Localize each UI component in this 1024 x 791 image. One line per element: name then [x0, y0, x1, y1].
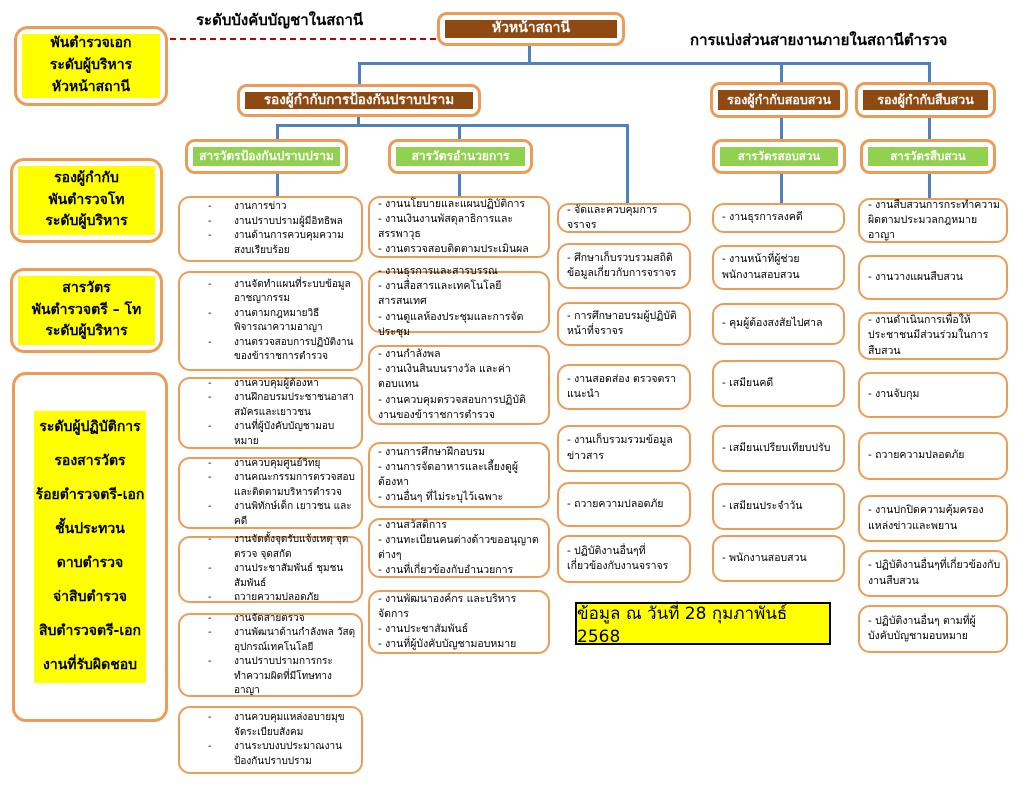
dashed-connector — [170, 38, 436, 40]
connector-deputy1-bar — [276, 124, 629, 127]
task-item: - งานควบคุมตรวจสอบการปฏิบัติงานของข้าราชการตำรวจ — [378, 393, 526, 421]
head-of-station-label: หัวหน้าสถานี — [445, 20, 617, 38]
task-item: - งานพิทักษ์เด็ก เยาวชน และคดี — [208, 501, 352, 527]
connector-drop-deputy1 — [358, 62, 361, 86]
task-box-prevention-suppression-tasks-3 — [178, 377, 363, 449]
task-item: - งานปราบปรามการกระทำความผิดที่มีโทษทางอาญา — [208, 656, 333, 696]
task-box-prevention-suppression-tasks-7 — [178, 706, 363, 774]
task-box-interrogation-tasks-4 — [712, 360, 845, 407]
task-item: - งานพัฒนาองค์กร และบริหารจัดการ — [378, 592, 517, 620]
rank-legend-box-superintendent — [14, 26, 168, 106]
connector-drop-traffic — [626, 124, 629, 205]
task-box-interrogation-tasks-1 — [712, 203, 845, 233]
task-item: - งานจัดทำแผนที่ระบบข้อมูลอาชญากรรม — [208, 278, 351, 304]
task-item: - คุมผู้ต้องสงสัยไปศาล — [722, 317, 823, 330]
task-item: - ปฏิบัติงานอื่นๆ ตามที่ผู้บังคับบัญชามอบหมาย — [868, 614, 976, 642]
task-item: - งานเงินสินบนรางวัล และค่าตอบแทน — [378, 363, 511, 391]
inspector-administration-box — [388, 139, 533, 174]
task-item: - ปฏิบัติงานอื่นๆที่เกี่ยวข้องกับงานสืบสวน — [868, 559, 1001, 587]
task-item: - งานการจัดอาหารและเลี้ยงดูผู้ต้องหา — [378, 460, 518, 488]
connector-inspector3-tasks — [780, 172, 783, 205]
task-box-traffic-tasks-7 — [557, 535, 691, 583]
task-item: - เสมียนเปรียบเทียบปรับ — [722, 441, 831, 454]
task-box-administration-tasks-3 — [368, 345, 550, 425]
task-box-administration-tasks-6 — [368, 590, 550, 654]
deputy-interrogation-label: รองผู้กำกับสอบสวน — [718, 90, 840, 110]
deputy-investigation-label: รองผู้กำกับสืบสวน — [863, 90, 988, 110]
task-item: - งานปกปิดความคุ้มครองแหล่งข่าวและพยาน — [868, 504, 984, 532]
rank-legend-line: สารวัตร — [62, 279, 111, 296]
task-item: - งานกำลังพล — [378, 347, 441, 360]
task-box-interrogation-tasks-5 — [712, 425, 845, 472]
deputy-interrogation-box — [710, 82, 848, 118]
task-item: - งานพัฒนาด้านกำลังพล วัสดุอุปกรณ์เทคโนโลยี — [208, 627, 356, 653]
task-box-investigation-tasks-7 — [858, 550, 1008, 597]
task-box-investigation-tasks-1 — [858, 198, 1008, 243]
rank-legend-line: รองผู้กำกับ — [54, 169, 119, 186]
task-item: - งานสอดส่อง ตรวจตรา แนะนำ — [567, 372, 676, 400]
rank-legend-box-inspector — [10, 268, 163, 353]
task-item: - เสมียนคดี — [722, 376, 774, 389]
task-item: - งานอื่นๆ ที่ไม่ระบุไว้เฉพาะ — [378, 491, 504, 504]
task-box-traffic-tasks-5 — [557, 425, 691, 472]
rank-legend-text — [34, 411, 146, 683]
task-item: - งานหน้าที่ผู้ช่วยพนักงานสอบสวน — [722, 253, 800, 281]
connector-drop-deputy3 — [928, 62, 931, 84]
date-note: ข้อมูล ณ วันที่ 28 กุมภาพันธ์ 2568 — [575, 602, 831, 645]
inspector-prevention-box — [185, 139, 348, 174]
task-item: - งานควบคุมแหล่งอบายมุขจัดระเบียบสังคม — [208, 712, 345, 738]
task-box-investigation-tasks-5 — [858, 432, 1008, 480]
task-item: - ถวายความปลอดภัย — [868, 449, 965, 462]
rank-legend-line: จ่าสิบตำรวจ — [52, 589, 128, 606]
deputy-investigation-box — [855, 82, 996, 118]
task-item: - งานสวัสดิการ — [378, 518, 447, 531]
rank-legend-line: รองสารวัตร — [54, 453, 126, 470]
rank-legend-line: งานที่รับผิดชอบ — [43, 657, 137, 674]
connector-drop-deputy2 — [780, 62, 783, 84]
task-box-investigation-tasks-2 — [858, 255, 1008, 300]
task-item: - งานดำเนินการเพื่อให้ประชาชนมีส่วนร่วมในการสืบสวน — [868, 314, 989, 357]
inspector-interrogation-label: สารวัตรสอบสวน — [720, 147, 838, 166]
task-item: - งานประชาสัมพันธ์ — [378, 623, 469, 635]
task-item: - งานจัดสายตรวจ — [208, 612, 305, 624]
task-item: - ปฏิบัติงานอื่นๆที่เกี่ยวข้องกับงานจราจร — [567, 544, 669, 572]
task-item: - งานระบบงบประมาณงานป้องกันปราบปราม — [208, 741, 342, 767]
task-item: - งานจัดตั้งจุดรับแจ้งเหตุ จุดตรวจ จุดสกัด — [208, 534, 349, 560]
task-box-prevention-suppression-tasks-6 — [178, 613, 363, 697]
task-item: - งานตรวจสอบการปฏิบัติงานของข้าราชการตำรวจ — [208, 336, 354, 362]
rank-legend-line: ร้อยตำรวจตรี-เอก — [35, 487, 145, 504]
task-box-prevention-suppression-tasks-4 — [178, 457, 363, 529]
rank-legend-line: พันตำรวจเอก — [50, 35, 132, 52]
deputy-prevention-label: รองผู้กำกับการป้องกันปราบปราม — [245, 92, 473, 109]
task-item: - งานสื่อสารและเทคโนโลยีสารสนเทศ — [378, 280, 502, 308]
task-box-prevention-suppression-tasks-5 — [178, 536, 363, 603]
task-item: - งานตามกฎหมายวิธีพิจารณาความอาญา — [208, 307, 323, 333]
task-item: - งานตรวจสอบติดตามประเมินผล — [378, 243, 529, 256]
connector-top-bar — [358, 62, 931, 65]
task-box-administration-tasks-2 — [368, 264, 550, 338]
task-box-traffic-tasks-3 — [557, 302, 691, 346]
task-item: - งานฝึกอบรมประชาชนอาสาสมัครและเยาวชน — [208, 392, 355, 418]
connector-deputy2-inspector — [780, 116, 783, 141]
task-item: - การศึกษาอบรมผู้ปฏิบัติหน้าที่จราจร — [567, 309, 677, 337]
deputy-prevention-box — [237, 84, 481, 117]
task-box-investigation-tasks-6 — [858, 495, 1008, 542]
rank-legend-line: ดาบตำรวจ — [56, 555, 124, 572]
task-item: - งานปราบปรามผู้มีอิทธิพล — [208, 215, 343, 227]
task-item: - งานที่ผู้บังคับบัญชามอบหมาย — [378, 638, 517, 651]
rank-legend-line: ชั้นประทวน — [55, 521, 125, 538]
task-item: - งานวางแผนสืบสวน — [868, 270, 963, 283]
task-box-interrogation-tasks-3 — [712, 303, 845, 345]
inspector-investigation-box — [860, 139, 996, 174]
task-item: - งานจับกุม — [868, 388, 920, 401]
task-item: - งานนโยบายและแผนปฏิบัติการ — [378, 197, 526, 210]
task-item: - ศึกษาเก็บรวบรวมสถิติข้อมูลเกี่ยวกับการจราจร — [567, 251, 677, 279]
rank-legend-line: พันตำรวจโท — [48, 191, 125, 208]
task-item: - งานการข่าว — [208, 201, 287, 212]
task-item: - งานควบคุมศูนย์วิทยุ — [208, 457, 321, 469]
task-box-administration-tasks-1 — [368, 196, 550, 258]
task-box-investigation-tasks-8 — [858, 605, 1008, 653]
head-of-station-box — [437, 12, 625, 46]
task-item: - งานธุรการและสารบรรณ — [378, 264, 498, 277]
task-item: - งานเก็บรวมรวมข้อมูลข่าวสาร — [567, 434, 673, 462]
task-box-administration-tasks-4 — [368, 442, 550, 508]
task-item: - งานเงินงานพัสดุลาธิการและสรรพาวุธ — [378, 212, 514, 240]
inspector-administration-label: สารวัตรอำนวยการ — [396, 147, 525, 166]
connector-inspector2-tasks — [458, 172, 461, 198]
rank-legend-line: พันตำรวจตรี – โท — [31, 301, 142, 318]
rank-legend-line: ระดับผู้ปฏิบัติการ — [39, 419, 141, 436]
rank-legend-line: หัวหน้าสถานี — [51, 78, 131, 95]
task-box-traffic-tasks-1 — [557, 203, 691, 233]
rank-legend-text — [22, 34, 160, 98]
task-item: - งานดูแลห้องประชุมและการจัดประชุม — [378, 310, 524, 338]
task-item: - เสมียนประจำวัน — [722, 499, 803, 512]
task-box-administration-tasks-5 — [368, 518, 550, 578]
task-item: - งานที่ผู้บังคับบัญชามอบหมาย — [208, 421, 335, 447]
rank-legend-line: สิบตำรวจตรี-เอก — [38, 623, 142, 640]
chart-title-command-level: ระดับบังคับบัญชาในสถานี — [196, 11, 364, 29]
task-item: - ถวายความปลอดภัย — [208, 592, 320, 604]
task-item: - งานธุรการลงคดี — [722, 211, 803, 224]
connector-inspector1-tasks — [276, 172, 279, 198]
task-item: - งานควบคุมผู้ต้องหา — [208, 377, 319, 389]
connector-deputy3-inspector — [928, 116, 931, 141]
task-item: - งานสืบสวนการกระทำความผิดตามประมวลกฎหมายอาญา — [868, 198, 1000, 242]
task-box-interrogation-tasks-2 — [712, 245, 845, 290]
rank-legend-box-operational — [12, 372, 168, 722]
task-box-investigation-tasks-3 — [858, 312, 1008, 360]
task-box-traffic-tasks-4 — [557, 364, 691, 410]
inspector-investigation-label: สารวัตรสืบสวน — [868, 147, 988, 166]
task-box-interrogation-tasks-7 — [712, 535, 845, 582]
rank-legend-line: ระดับผู้บริหาร — [45, 213, 128, 230]
task-box-investigation-tasks-4 — [858, 372, 1008, 418]
task-item: - งานประชาสัมพันธ์ ชุมชนสัมพันธ์ — [208, 563, 344, 589]
task-item: - งานทะเบียนคนต่างด้าวขออนุญาตต่างๆ — [378, 533, 539, 561]
inspector-interrogation-box — [712, 139, 846, 174]
task-box-prevention-suppression-tasks-2 — [178, 271, 363, 371]
chart-title-division: การแบ่งส่วนสายงานภายในสถานีตำรวจ — [690, 31, 948, 49]
inspector-prevention-label: สารวัตรป้องกันปราบปราม — [193, 147, 340, 166]
task-item: - จัดและควบคุมการจราจร — [567, 203, 658, 231]
task-item: - งานที่เกี่ยวข้องกับอำนวยการ — [378, 564, 514, 577]
task-item: - พนักงานสอบสวน — [722, 551, 807, 564]
rank-legend-text — [18, 166, 155, 235]
rank-legend-box-deputy — [10, 158, 163, 243]
rank-legend-line: ระดับผู้บริหาร — [45, 323, 128, 340]
task-item: - งานคณะกรรมการตรวจสอบและติดตามบริหารตำรวจ — [208, 472, 355, 498]
task-box-traffic-tasks-6 — [557, 482, 691, 527]
task-item: - ถวายความปลอดภัย — [567, 497, 664, 510]
task-item: - งานด้านการควบคุมความสงบเรียบร้อย — [208, 230, 344, 256]
rank-legend-line: ระดับผู้บริหาร — [49, 57, 133, 74]
task-box-interrogation-tasks-6 — [712, 483, 845, 530]
connector-inspector4-tasks — [928, 172, 931, 200]
task-item: - งานการศึกษาฝึกอบรม — [378, 445, 486, 458]
task-box-traffic-tasks-2 — [557, 243, 691, 289]
rank-legend-text — [18, 276, 155, 345]
task-box-prevention-suppression-tasks-1 — [178, 196, 363, 262]
